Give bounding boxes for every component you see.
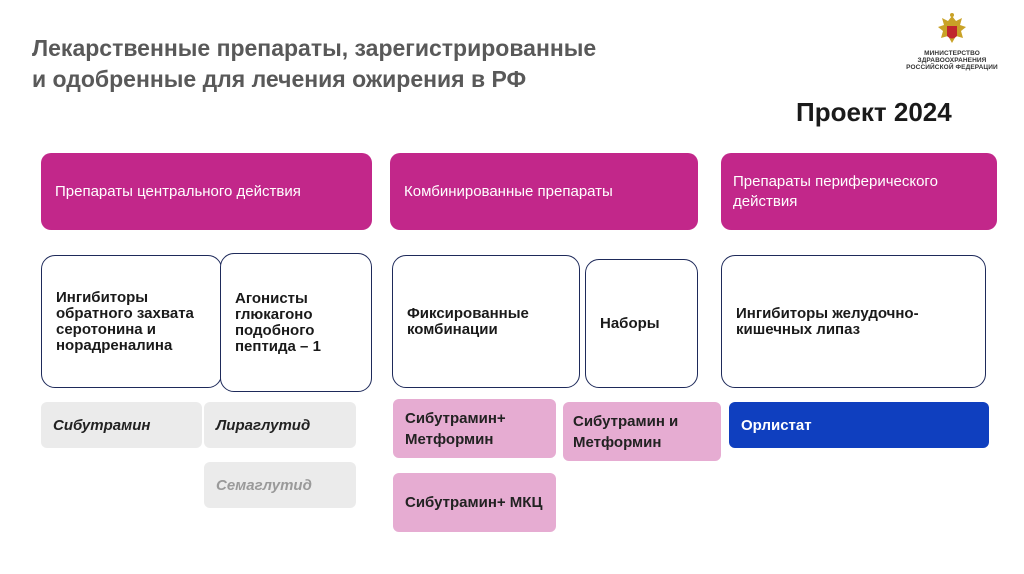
category-label: Препараты центрального действия <box>55 182 301 200</box>
drug-sibutramine-mcc <box>393 473 556 532</box>
project-label: Проект 2024 <box>796 97 952 127</box>
drug-label: Сибутрамин <box>53 416 151 434</box>
drug-label: Сибутрамин+ МКЦ <box>405 494 543 511</box>
category-central-action <box>41 153 372 230</box>
drug-sibutramine-metformin-fixed <box>393 399 556 458</box>
ministry-name-line-2: ЗДРАВООХРАНЕНИЯ <box>917 57 987 64</box>
subcategory-label: Ингибиторы обратного захвата серотонина и норадреналина <box>56 288 194 354</box>
drug-sibutramine <box>41 402 202 448</box>
title-line-2: и одобренные для лечения ожирения в РФ <box>32 66 527 92</box>
ministry-name <box>906 50 998 71</box>
category-peripheral-action <box>721 153 997 230</box>
drug-sibutramine-metformin-kit <box>563 402 721 461</box>
subcategory-kits <box>585 259 698 388</box>
drug-label: Орлистат <box>741 416 812 434</box>
subcategory-snri <box>41 255 222 388</box>
drug-semaglutide <box>204 462 356 508</box>
ministry-logo <box>900 12 1004 78</box>
page-title <box>32 33 752 95</box>
subcategory-glp1-agonists <box>220 253 372 392</box>
subcategory-label: Фиксированные комбинации <box>407 304 529 338</box>
ministry-name-line-3: РОССИЙСКОЙ ФЕДЕРАЦИИ <box>906 64 998 71</box>
category-label: Препараты периферического действия <box>733 172 938 210</box>
subcategory-label: Наборы <box>600 314 660 332</box>
drug-label: Сибутрамин+ Метформин <box>405 409 506 448</box>
subcategory-lipase-inhibitors <box>721 255 986 388</box>
title-line-1: Лекарственные препараты, зарегистрированные <box>32 35 597 61</box>
subcategory-fixed-combinations <box>392 255 580 388</box>
drug-liraglutide <box>204 402 356 448</box>
drug-label: Сибутрамин и Метформин <box>573 412 679 451</box>
subcategory-label: Агонисты глюкагоно подобного пептида – 1 <box>235 289 321 355</box>
drug-orlistat <box>729 402 989 448</box>
subcategory-label: Ингибиторы желудочно-кишечных липаз <box>736 304 919 338</box>
ministry-name-line-1: МИНИСТЕРСТВО <box>924 50 980 57</box>
drug-label: Лираглутид <box>216 416 311 434</box>
category-combined <box>390 153 698 230</box>
coat-of-arms-icon <box>935 12 969 48</box>
drug-label: Семаглутид <box>216 476 312 494</box>
category-label: Комбинированные препараты <box>404 182 613 200</box>
